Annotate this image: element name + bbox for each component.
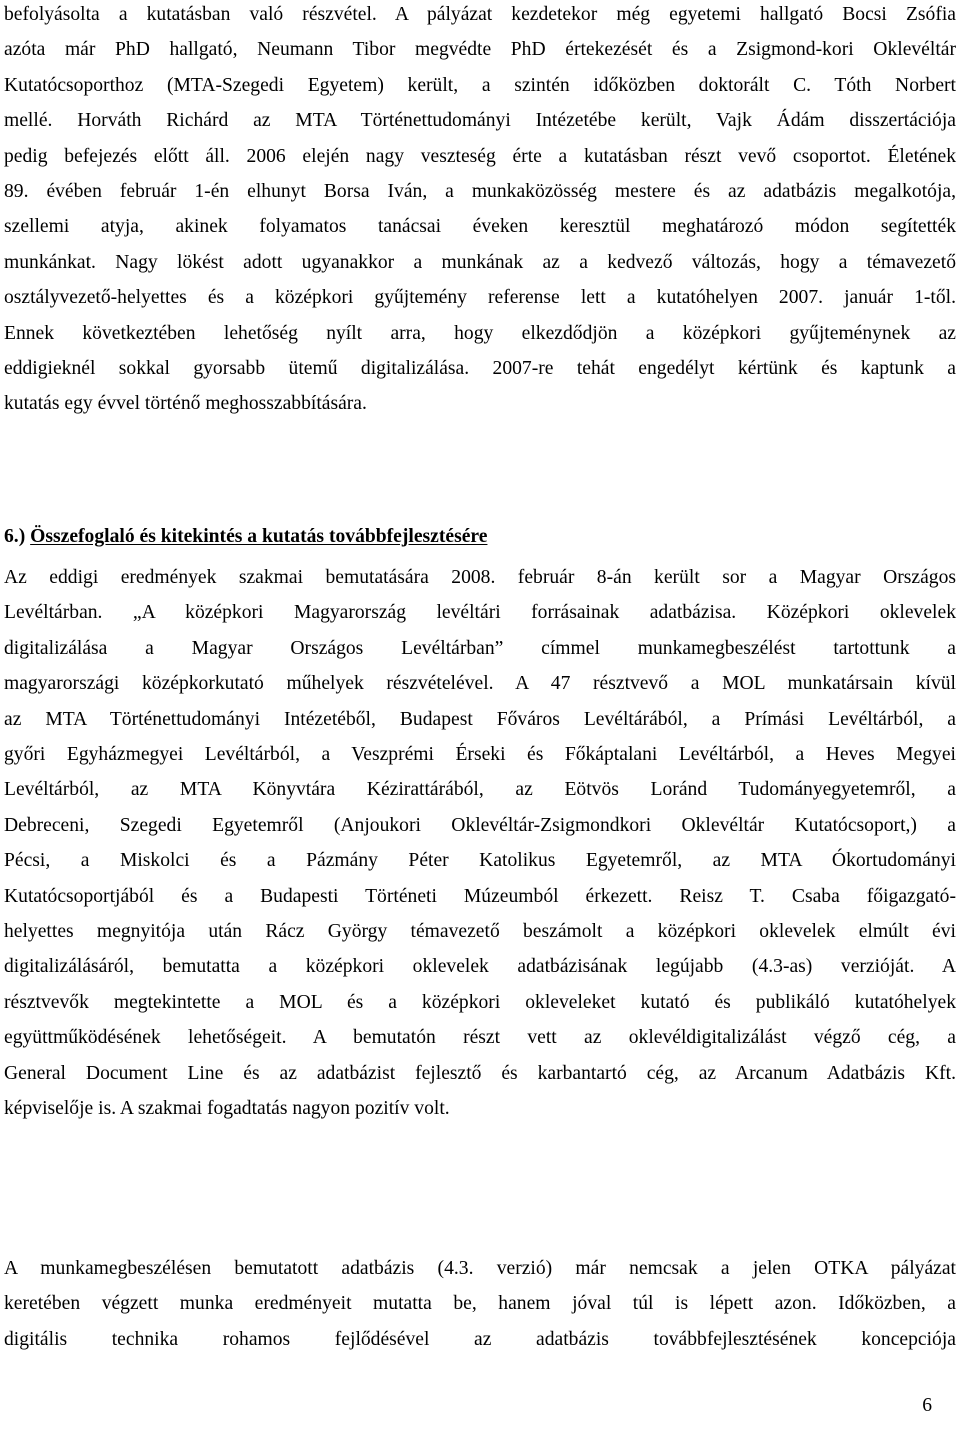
- text-line: győri Egyházmegyei Levéltárból, a Veszprémi Érseki és Főkáptalani Levéltárból, a Heves Megyei: [4, 744, 956, 766]
- text-line: Az eddigi eredmények szakmai bemutatására 2008. február 8-án került sor a Magyar Országos: [4, 567, 956, 588]
- body-paragraph-2: [4, 560, 956, 1127]
- text-line: Debreceni, Szegedi Egyetemről (Anjoukori Oklevéltár-Zsigmondkori Oklevéltár Kutatócsoport,) a: [4, 814, 956, 836]
- text-line: Ennek következtében lehetőség nyílt arra, hogy elkezdődjön a középkori gyűjteménynek az: [4, 322, 956, 344]
- text-line: szellemi atyja, akinek folyamatos tanácsai éveken keresztül meghatározó módon segítették: [4, 216, 956, 238]
- text-line: digitalizálása a Magyar Országos Levéltárban” címmel munkamegbeszélést tartottunk a: [4, 637, 956, 659]
- text-line: keretében végzett munka eredményeit mutatta be, hanem jóval túl is lépett azon. Időközben, a: [4, 1293, 956, 1315]
- text-line: Kutatócsoportjából és a Budapesti Történeti Múzeumból érkezett. Reisz T. Csaba főigazgató-: [4, 885, 956, 907]
- text-line: 89. évében február 1-én elhunyt Borsa Iván, a munkaközösség mestere és az adatbázis megalkotója,: [4, 181, 956, 203]
- text-line: A munkamegbeszélésen bemutatott adatbázis (4.3. verzió) már nemcsak a jelen OTKA pályázat: [4, 1258, 956, 1279]
- text-line: Pécsi, a Miskolci és a Pázmány Péter Katolikus Egyetemről, az MTA Ókortudományi: [4, 850, 956, 872]
- text-line: magyarországi középkorkutató műhelyek részvételével. A 47 résztvevő a MOL munkatársain kívül: [4, 673, 956, 695]
- section-heading: [4, 519, 956, 554]
- section-number: 6.): [4, 526, 26, 547]
- text-line: General Document Line és az adatbázist fejlesztő és karbantartó cég, az Arcanum Adatbázis Kft.: [4, 1062, 956, 1084]
- text-line: osztályvezető-helyettes és a középkori gyűjtemény referense lett a kutatóhelyen 2007. január 1-től.: [4, 287, 956, 309]
- text-line: eddigieknél sokkal gyorsabb ütemű digitalizálása. 2007-re tehát engedélyt kértünk és kaptunk a: [4, 358, 956, 380]
- text-line: digitális technika rohamos fejlődésével az adatbázis továbbfejlesztésének koncepciója: [4, 1328, 956, 1350]
- body-paragraph-3: [4, 1251, 956, 1357]
- text-line: kutatás egy évvel történő meghosszabbítására.: [4, 393, 367, 415]
- text-line: együttműködésének lehetőségeit. A bemutatón részt vett az oklevéldigitalizálást végző cég, a: [4, 1027, 956, 1049]
- text-line: mellé. Horváth Richárd az MTA Történettudományi Intézetébe került, Vajk Ádám disszertációja: [4, 110, 956, 132]
- body-paragraph-1: [4, 0, 956, 422]
- text-line: az MTA Történettudományi Intézetéből, Budapest Főváros Levéltárából, a Prímási Levéltárból, a: [4, 708, 956, 730]
- text-line: befolyásolta a kutatásban való részvétel. A pályázat kezdetekor még egyetemi hallgató Bocsi Zsófia: [4, 4, 956, 25]
- text-line: munkánkat. Nagy lökést adott ugyanakkor a munkának az a kedvező változás, hogy a témavezető: [4, 251, 956, 273]
- text-line: azóta már PhD hallgató, Neumann Tibor megvédte PhD értekezését és a Zsigmond-kori Oklevéltár: [4, 39, 956, 61]
- text-line: pedig befejezés előtt áll. 2006 elején nagy veszteség érte a kutatásban részt vevő csoportot. Életének: [4, 145, 956, 167]
- text-line: Levéltárból, az MTA Könyvtára Kézirattárából, az Eötvös Loránd Tudományegyetemről, a: [4, 779, 956, 801]
- section-title: Összefoglaló és kitekintés a kutatás továbbfejlesztésére: [30, 526, 488, 547]
- page-number: 6: [922, 1395, 932, 1416]
- text-line: digitalizálásáról, bemutatta a középkori oklevelek adatbázisának legújabb (4.3-as) verzióját. A: [4, 956, 956, 978]
- text-line: Levéltárban. „A középkori Magyarország levéltári forrásainak adatbázisa. Középkori oklevelek: [4, 602, 956, 624]
- text-line: képviselője is. A szakmai fogadtatás nagyon pozitív volt.: [4, 1098, 450, 1120]
- text-line: Kutatócsoporthoz (MTA-Szegedi Egyetem) került, a szintén időközben doktorált C. Tóth Norbert: [4, 74, 956, 96]
- text-line: résztvevők megtekintette a MOL és a középkori okleveleket kutató és publikáló kutatóhelyek: [4, 991, 956, 1013]
- text-line: helyettes megnyitója után Rácz György témavezető beszámolt a középkori oklevelek elmúlt évi: [4, 921, 956, 943]
